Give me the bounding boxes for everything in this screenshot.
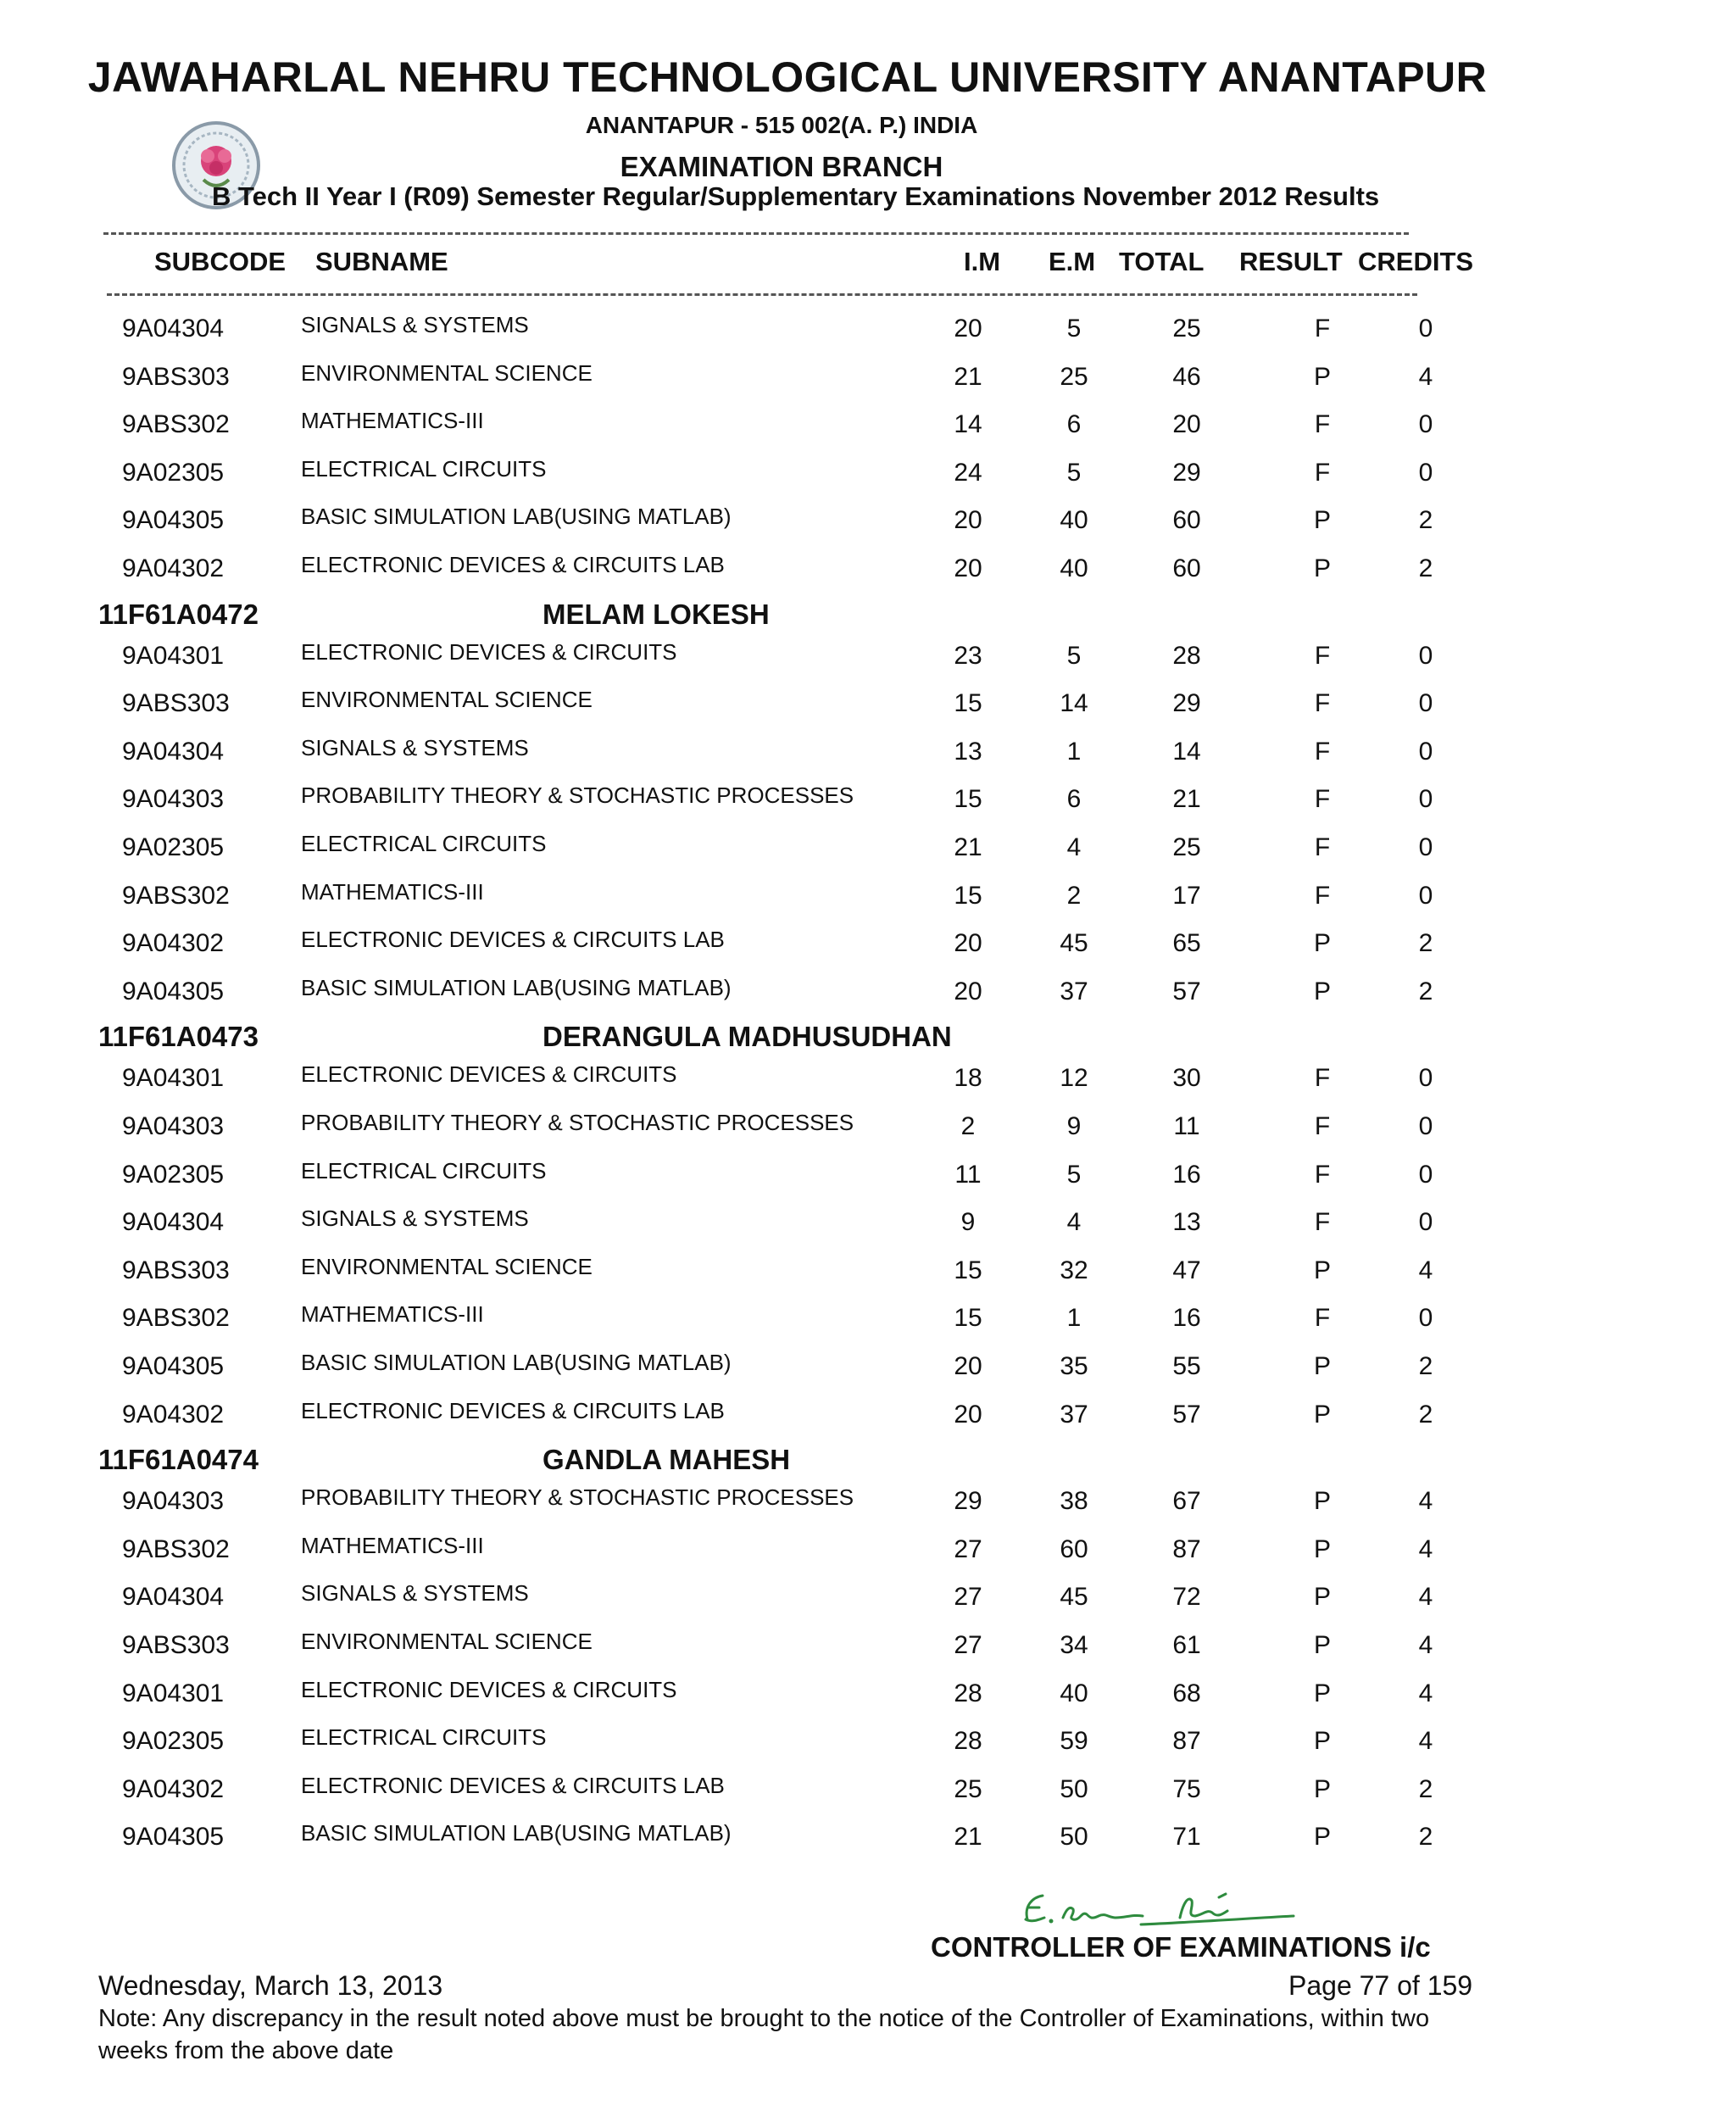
result-cell: P <box>1313 1256 1331 1284</box>
total-cell: 14 <box>1172 738 1201 766</box>
table-row <box>0 360 1736 394</box>
subcode-cell: 9A04304 <box>122 315 225 343</box>
em-cell: 5 <box>1066 642 1082 670</box>
em-cell: 37 <box>1060 977 1088 1005</box>
credits-cell: 0 <box>1418 1064 1433 1092</box>
result-cell: P <box>1313 977 1331 1005</box>
total-cell: 28 <box>1172 642 1201 670</box>
subname-cell: PROBABILITY THEORY & STOCHASTIC PROCESSES <box>301 1484 854 1510</box>
credits-cell: 0 <box>1418 833 1433 861</box>
em-cell: 35 <box>1060 1352 1088 1380</box>
subname-cell: ELECTRICAL CIRCUITS <box>301 831 547 856</box>
total-cell: 87 <box>1172 1535 1201 1563</box>
table-row <box>0 456 1736 490</box>
subcode-cell: 9ABS302 <box>122 410 230 438</box>
col-header-subname: SUBNAME <box>315 247 448 276</box>
university-address: ANANTAPUR - 515 002(A. P.) INDIA <box>585 112 978 138</box>
result-cell: F <box>1314 642 1331 670</box>
em-cell: 6 <box>1066 410 1082 438</box>
student-name: GANDLA MAHESH <box>542 1444 791 1475</box>
university-name: JAWAHARLAL NEHRU TECHNOLOGICAL UNIVERSITY ANANTAPUR <box>87 53 1488 101</box>
credits-cell: 4 <box>1418 1679 1433 1707</box>
im-cell: 9 <box>960 1208 976 1236</box>
hall-ticket-number: 11F61A0472 <box>98 599 259 630</box>
result-cell: P <box>1313 1352 1331 1380</box>
student-name: DERANGULA MADHUSUDHAN <box>542 1021 952 1052</box>
subcode-cell: 9A04305 <box>122 506 225 534</box>
em-cell: 37 <box>1060 1401 1088 1429</box>
total-cell: 16 <box>1172 1161 1201 1189</box>
table-row <box>0 1254 1736 1288</box>
subcode-cell: 9ABS302 <box>122 882 230 910</box>
credits-cell: 4 <box>1418 1535 1433 1563</box>
credits-cell: 0 <box>1418 1208 1433 1236</box>
em-cell: 38 <box>1060 1487 1088 1515</box>
em-cell: 25 <box>1060 363 1088 391</box>
subcode-cell: 9A04305 <box>122 1823 225 1851</box>
total-cell: 57 <box>1172 1401 1201 1429</box>
subcode-cell: 9ABS303 <box>122 689 230 717</box>
em-cell: 9 <box>1066 1112 1082 1140</box>
result-cell: F <box>1314 1304 1331 1332</box>
em-cell: 45 <box>1060 1583 1088 1611</box>
table-row <box>0 783 1736 816</box>
subcode-cell: 9A04303 <box>122 785 225 813</box>
subname-cell: ELECTRONIC DEVICES & CIRCUITS LAB <box>301 927 725 952</box>
im-cell: 14 <box>954 410 982 438</box>
table-row <box>0 1110 1736 1144</box>
subcode-cell: 9ABS302 <box>122 1304 230 1332</box>
credits-cell: 0 <box>1418 689 1433 717</box>
im-cell: 20 <box>954 315 982 343</box>
table-row <box>0 735 1736 769</box>
im-cell: 27 <box>954 1535 982 1563</box>
result-cell: P <box>1313 1535 1331 1563</box>
subcode-cell: 9A02305 <box>122 459 225 487</box>
total-cell: 11 <box>1173 1112 1200 1140</box>
credits-cell: 2 <box>1418 1401 1433 1429</box>
em-cell: 6 <box>1066 785 1082 813</box>
result-cell: P <box>1313 554 1331 582</box>
table-row <box>0 639 1736 673</box>
total-cell: 29 <box>1172 459 1201 487</box>
table-row <box>0 312 1736 346</box>
im-cell: 2 <box>960 1112 976 1140</box>
im-cell: 11 <box>954 1161 982 1189</box>
subname-cell: ELECTRONIC DEVICES & CIRCUITS <box>301 639 677 665</box>
subname-cell: ELECTRONIC DEVICES & CIRCUITS <box>301 1061 677 1087</box>
total-cell: 65 <box>1172 929 1201 957</box>
issue-date: Wednesday, March 13, 2013 <box>98 1970 443 2001</box>
subname-cell: BASIC SIMULATION LAB(USING MATLAB) <box>301 975 732 1000</box>
em-cell: 4 <box>1066 1208 1082 1236</box>
total-cell: 87 <box>1172 1727 1201 1755</box>
im-cell: 27 <box>954 1631 982 1659</box>
subname-cell: ELECTRONIC DEVICES & CIRCUITS LAB <box>301 1398 725 1423</box>
subcode-cell: 9A04302 <box>122 1401 225 1429</box>
table-row <box>0 504 1736 537</box>
subcode-cell: 9ABS302 <box>122 1535 230 1563</box>
total-cell: 75 <box>1172 1775 1201 1803</box>
subname-cell: BASIC SIMULATION LAB(USING MATLAB) <box>301 1350 732 1375</box>
col-header-credits: CREDITS <box>1358 247 1474 276</box>
credits-cell: 4 <box>1418 1583 1433 1611</box>
result-cell: P <box>1313 506 1331 534</box>
result-cell: P <box>1313 1727 1331 1755</box>
em-cell: 5 <box>1066 1161 1082 1189</box>
subname-cell: ELECTRICAL CIRCUITS <box>301 1158 547 1184</box>
im-cell: 21 <box>954 363 982 391</box>
im-cell: 20 <box>954 1352 982 1380</box>
student-header-row <box>0 1444 1736 1481</box>
subcode-cell: 9A04301 <box>122 642 225 670</box>
total-cell: 47 <box>1172 1256 1201 1284</box>
table-row <box>0 687 1736 721</box>
total-cell: 30 <box>1172 1064 1201 1092</box>
total-cell: 60 <box>1172 554 1201 582</box>
subname-cell: SIGNALS & SYSTEMS <box>301 312 529 337</box>
student-header-row <box>0 599 1736 636</box>
result-cell: F <box>1314 1112 1331 1140</box>
subname-cell: ENVIRONMENTAL SCIENCE <box>301 360 593 386</box>
table-row <box>0 879 1736 913</box>
result-cell: P <box>1313 1583 1331 1611</box>
table-row <box>0 1350 1736 1384</box>
result-cell: F <box>1314 738 1331 766</box>
table-row <box>0 1301 1736 1335</box>
hall-ticket-number: 11F61A0474 <box>98 1444 259 1475</box>
subcode-cell: 9A02305 <box>122 1727 225 1755</box>
table-row <box>0 552 1736 586</box>
subcode-cell: 9A04302 <box>122 1775 225 1803</box>
em-cell: 32 <box>1060 1256 1088 1284</box>
subcode-cell: 9A02305 <box>122 1161 225 1189</box>
subcode-cell: 9A04304 <box>122 1208 225 1236</box>
total-cell: 25 <box>1172 315 1201 343</box>
total-cell: 68 <box>1172 1679 1201 1707</box>
subcode-cell: 9A02305 <box>122 833 225 861</box>
im-cell: 29 <box>954 1487 982 1515</box>
credits-cell: 2 <box>1418 506 1433 534</box>
im-cell: 15 <box>954 1304 982 1332</box>
im-cell: 25 <box>954 1775 982 1803</box>
subcode-cell: 9A04301 <box>122 1679 225 1707</box>
im-cell: 15 <box>954 689 982 717</box>
total-cell: 17 <box>1172 882 1201 910</box>
em-cell: 40 <box>1060 554 1088 582</box>
subname-cell: ELECTRONIC DEVICES & CIRCUITS LAB <box>301 552 725 577</box>
subname-cell: SIGNALS & SYSTEMS <box>301 1580 529 1606</box>
total-cell: 25 <box>1172 833 1201 861</box>
col-header-subcode: SUBCODE <box>154 247 287 276</box>
credits-cell: 2 <box>1418 1352 1433 1380</box>
result-cell: F <box>1314 689 1331 717</box>
subcode-cell: 9A04303 <box>122 1112 225 1140</box>
table-row <box>0 1820 1736 1854</box>
total-cell: 13 <box>1172 1208 1201 1236</box>
subcode-cell: 9ABS303 <box>122 363 230 391</box>
result-cell: F <box>1314 410 1331 438</box>
subcode-cell: 9A04304 <box>122 1583 225 1611</box>
credits-cell: 0 <box>1418 459 1433 487</box>
result-cell: F <box>1314 882 1331 910</box>
col-header-im: I.M <box>964 247 1001 276</box>
result-cell: P <box>1313 929 1331 957</box>
hall-ticket-number: 11F61A0473 <box>98 1021 259 1052</box>
subname-cell: ELECTRONIC DEVICES & CIRCUITS <box>301 1677 677 1702</box>
table-row <box>0 1533 1736 1567</box>
subname-cell: PROBABILITY THEORY & STOCHASTIC PROCESSES <box>301 1110 854 1135</box>
exam-title: B Tech II Year I (R09) Semester Regular/Supplementary Examinations November 2012 Results <box>212 181 1380 211</box>
em-cell: 5 <box>1066 459 1082 487</box>
credits-cell: 0 <box>1418 1161 1433 1189</box>
credits-cell: 0 <box>1418 785 1433 813</box>
im-cell: 24 <box>954 459 982 487</box>
em-cell: 45 <box>1060 929 1088 957</box>
subname-cell: SIGNALS & SYSTEMS <box>301 735 529 760</box>
subname-cell: ENVIRONMENTAL SCIENCE <box>301 1629 593 1654</box>
total-cell: 29 <box>1172 689 1201 717</box>
table-row <box>0 1773 1736 1807</box>
subcode-cell: 9A04305 <box>122 977 225 1005</box>
subcode-cell: 9A04301 <box>122 1064 225 1092</box>
total-cell: 57 <box>1172 977 1201 1005</box>
im-cell: 15 <box>954 1256 982 1284</box>
im-cell: 20 <box>954 506 982 534</box>
result-cell: P <box>1313 1401 1331 1429</box>
subname-cell: ENVIRONMENTAL SCIENCE <box>301 687 593 712</box>
result-cell: P <box>1313 1631 1331 1659</box>
im-cell: 23 <box>954 642 982 670</box>
credits-cell: 0 <box>1418 882 1433 910</box>
branch-title: EXAMINATION BRANCH <box>620 151 943 182</box>
credits-cell: 2 <box>1418 554 1433 582</box>
subname-cell: BASIC SIMULATION LAB(USING MATLAB) <box>301 1820 732 1846</box>
table-row <box>0 1398 1736 1432</box>
page-number: Page 77 of 159 <box>1288 1970 1473 2001</box>
total-cell: 67 <box>1172 1487 1201 1515</box>
total-cell: 60 <box>1172 506 1201 534</box>
credits-cell: 2 <box>1418 977 1433 1005</box>
em-cell: 1 <box>1066 738 1082 766</box>
credits-cell: 2 <box>1418 929 1433 957</box>
total-cell: 72 <box>1172 1583 1201 1611</box>
im-cell: 15 <box>954 785 982 813</box>
im-cell: 21 <box>954 1823 982 1851</box>
subname-cell: MATHEMATICS-III <box>301 1533 484 1558</box>
subcode-cell: 9A04303 <box>122 1487 225 1515</box>
student-name: MELAM LOKESH <box>542 599 770 630</box>
im-cell: 21 <box>954 833 982 861</box>
em-cell: 4 <box>1066 833 1082 861</box>
table-row <box>0 1484 1736 1518</box>
result-cell: P <box>1313 1679 1331 1707</box>
student-header-row <box>0 1021 1736 1058</box>
subname-cell: MATHEMATICS-III <box>301 408 484 433</box>
credits-cell: 4 <box>1418 1727 1433 1755</box>
im-cell: 20 <box>954 1401 982 1429</box>
controller-signature <box>1014 1880 1310 1936</box>
table-row <box>0 1629 1736 1663</box>
col-header-result: RESULT <box>1239 247 1343 276</box>
total-cell: 55 <box>1172 1352 1201 1380</box>
total-cell: 20 <box>1172 410 1201 438</box>
subcode-cell: 9A04302 <box>122 929 225 957</box>
em-cell: 1 <box>1066 1304 1082 1332</box>
im-cell: 20 <box>954 929 982 957</box>
result-cell: P <box>1313 363 1331 391</box>
subname-cell: ELECTRICAL CIRCUITS <box>301 1724 547 1750</box>
result-cell: P <box>1313 1775 1331 1803</box>
im-cell: 13 <box>954 738 982 766</box>
im-cell: 18 <box>954 1064 982 1092</box>
subcode-cell: 9A04302 <box>122 554 225 582</box>
result-cell: P <box>1313 1823 1331 1851</box>
table-row <box>0 831 1736 865</box>
im-cell: 20 <box>954 554 982 582</box>
credits-cell: 0 <box>1418 1112 1433 1140</box>
em-cell: 60 <box>1060 1535 1088 1563</box>
em-cell: 34 <box>1060 1631 1088 1659</box>
em-cell: 50 <box>1060 1775 1088 1803</box>
subcode-cell: 9A04305 <box>122 1352 225 1380</box>
im-cell: 15 <box>954 882 982 910</box>
subname-cell: ELECTRONIC DEVICES & CIRCUITS LAB <box>301 1773 725 1798</box>
result-cell: F <box>1314 1064 1331 1092</box>
result-cell: F <box>1314 833 1331 861</box>
credits-cell: 4 <box>1418 1256 1433 1284</box>
table-row <box>0 1677 1736 1711</box>
credits-cell: 4 <box>1418 1487 1433 1515</box>
credits-cell: 4 <box>1418 363 1433 391</box>
result-cell: P <box>1313 1487 1331 1515</box>
em-cell: 12 <box>1060 1064 1088 1092</box>
credits-cell: 0 <box>1418 410 1433 438</box>
table-row <box>0 927 1736 961</box>
credits-cell: 4 <box>1418 1631 1433 1659</box>
credits-cell: 0 <box>1418 642 1433 670</box>
col-header-total: TOTAL <box>1119 247 1205 276</box>
total-cell: 21 <box>1172 785 1201 813</box>
im-cell: 28 <box>954 1679 982 1707</box>
subcode-cell: 9A04304 <box>122 738 225 766</box>
subname-cell: MATHEMATICS-III <box>301 879 484 905</box>
table-row <box>0 408 1736 442</box>
table-row <box>0 1206 1736 1239</box>
im-cell: 20 <box>954 977 982 1005</box>
subname-cell: ELECTRICAL CIRCUITS <box>301 456 547 482</box>
table-row <box>0 1724 1736 1758</box>
table-row <box>0 975 1736 1009</box>
total-cell: 46 <box>1172 363 1201 391</box>
subcode-cell: 9ABS303 <box>122 1631 230 1659</box>
subcode-cell: 9ABS303 <box>122 1256 230 1284</box>
em-cell: 5 <box>1066 315 1082 343</box>
subname-cell: MATHEMATICS-III <box>301 1301 484 1327</box>
em-cell: 40 <box>1060 1679 1088 1707</box>
table-row <box>0 1061 1736 1095</box>
subname-cell: PROBABILITY THEORY & STOCHASTIC PROCESSES <box>301 783 854 808</box>
em-cell: 14 <box>1060 689 1088 717</box>
total-cell: 61 <box>1172 1631 1201 1659</box>
credits-cell: 0 <box>1418 738 1433 766</box>
subname-cell: SIGNALS & SYSTEMS <box>301 1206 529 1231</box>
em-cell: 50 <box>1060 1823 1088 1851</box>
col-header-em: E.M <box>1049 247 1096 276</box>
im-cell: 28 <box>954 1727 982 1755</box>
subname-cell: ENVIRONMENTAL SCIENCE <box>301 1254 593 1279</box>
result-cell: F <box>1314 1208 1331 1236</box>
im-cell: 27 <box>954 1583 982 1611</box>
credits-cell: 0 <box>1418 315 1433 343</box>
table-row <box>0 1580 1736 1614</box>
controller-title: CONTROLLER OF EXAMINATIONS i/c <box>931 1931 1431 1963</box>
total-cell: 71 <box>1172 1823 1201 1851</box>
result-cell: F <box>1314 315 1331 343</box>
credits-cell: 2 <box>1418 1775 1433 1803</box>
discrepancy-note: Note: Any discrepancy in the result noted above must be brought to the notice of the Controller of Examinations, within two weeks from the above date <box>98 2005 1430 2064</box>
em-cell: 40 <box>1060 506 1088 534</box>
credits-cell: 2 <box>1418 1823 1433 1851</box>
subname-cell: BASIC SIMULATION LAB(USING MATLAB) <box>301 504 732 529</box>
credits-cell: 0 <box>1418 1304 1433 1332</box>
table-row <box>0 1158 1736 1192</box>
result-cell: F <box>1314 785 1331 813</box>
result-cell: F <box>1314 459 1331 487</box>
total-cell: 16 <box>1172 1304 1201 1332</box>
em-cell: 59 <box>1060 1727 1088 1755</box>
result-cell: F <box>1314 1161 1331 1189</box>
em-cell: 2 <box>1066 882 1082 910</box>
